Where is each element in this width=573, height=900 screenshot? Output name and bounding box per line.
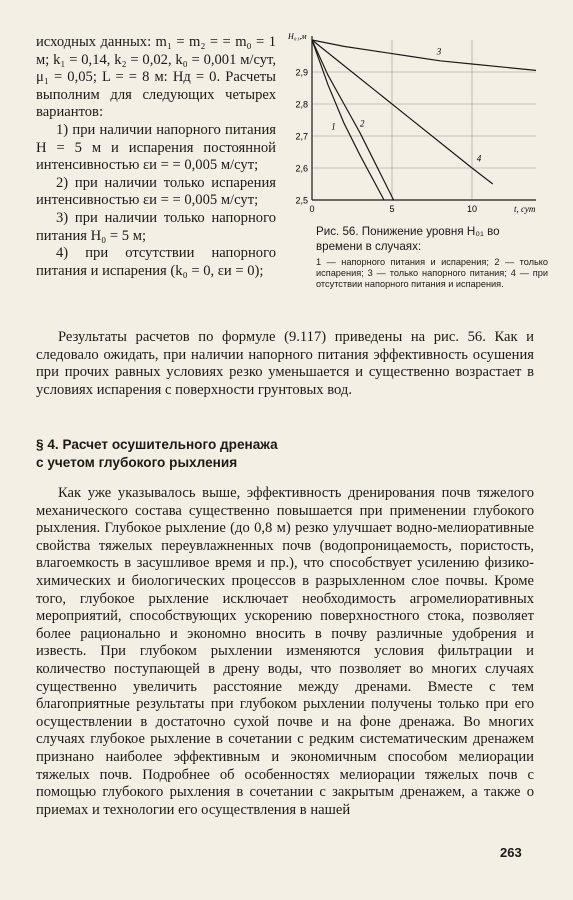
body-paragraph [36, 485, 534, 819]
figure-caption: Рис. 56. Понижение уровня H₀₁ во времени в случаях: [316, 225, 500, 253]
intro-paragraph: исходных данных: m₁ = m₂ = = m₀ = 1 м; k₁ = 0,14, k₂ = 0,02, k₀ = 0,001 м/сут, μ₁ = 0,05; L = = 8 м: Hд = 0. Расчеты выполним для следующих четырех вариантов: [36, 34, 276, 121]
results-text: Результаты расчетов по формуле (9.117) приведены на рис. 56. Как и следовало ожидать, при наличии напорного питания эффективность осушения при прочих равных условиях резко уменьшается и существенно возрастает в условиях испарения с поверхности грунтовых вод. [36, 329, 534, 398]
y-tick-label: 2,9 [295, 67, 308, 78]
series-label-1: 1 [331, 121, 336, 132]
y-tick-label: 2,5 [295, 195, 308, 206]
left-column [36, 34, 276, 280]
variant-1: 1) при наличии напорного питания H = 5 м и испарения постоянной интенсивностью εи = = 0,005 м/сут; [36, 121, 276, 174]
x-axis-label: t, сут [514, 204, 536, 214]
y-tick-label: 2,7 [295, 131, 308, 142]
y-tick-label: 2,6 [295, 163, 308, 174]
series-line-2 [312, 40, 394, 200]
x-tick-label: 0 [309, 204, 315, 214]
results-paragraph [36, 329, 534, 399]
x-tick-label: 10 [466, 204, 478, 214]
series-label-4: 4 [476, 153, 482, 164]
section-title-line-1: § 4. Расчет осушительного дренажа [36, 437, 278, 452]
figure-legend: 1 — напорного питания и испарения; 2 — только испарения; 3 — только напорного питания; 4 — при отсутствии напорного питания и испарения. [316, 257, 548, 289]
y-axis-label: H₀₁,м [288, 32, 307, 41]
variant-2: 2) при наличии только испарения интенсивностью εи = = 0,005 м/сут; [36, 174, 276, 209]
body-text: Как уже указывалось выше, эффективность дренирования почв тяжелого механического состава существенно повышается при применении глубокого рыхления. Глубокое рыхление (до 0,8 м) резко улучшает водно-мелиоративные свойства тяжелых переувлажненных почв (водопроницаемость, пористость, влагоемкость в засушливое время и пр.), что способствует усилению физико-химических и биологических процессов в разрыхленном слое почвы. Кроме того, глубокое рыхление исключает необходимость агромелиоративных мероприятий, способствующих ускорению поверхностного стока, позволяет более рационально и экономно вносить в почву различные удобрения и известь. При глубоком рыхлении изменяются условия фильтрации и количество поступающей в дрену воды, что позволяет во многих случаях существенно увеличить расстояние между дренами. Вместе с тем благоприятные результаты при глубоком рыхлении получены только при его осуществлении в достаточно сухой почве и на фоне дренажа. Во многих случаях глубокое рыхление в сочетании с редким систематическим дренажем признано наиболее эффективным и экономичным способом мелиорации тяжелых почв. Подробнее об особенностях мелиорации тяжелых почв с помощью глубокого рыхления в сочетании с закрытым дренажем, а также о приемах и технологии его осуществления в нашей [36, 485, 534, 818]
water-level-chart [286, 30, 548, 220]
series-line-3 [312, 40, 536, 70]
series-label-2: 2 [360, 118, 365, 129]
page-number: 263 [500, 845, 522, 860]
section-title-line-2: с учетом глубокого рыхления [36, 455, 238, 470]
x-tick-label: 5 [389, 204, 395, 214]
section-heading [36, 436, 534, 472]
figure-56 [286, 30, 548, 290]
variant-4: 4) при отсутствии напорного питания и испарения (k₀ = 0, εи = 0); [36, 245, 276, 279]
y-tick-label: 2,8 [295, 99, 308, 110]
series-label-3: 3 [436, 46, 442, 57]
variant-3: 3) при наличии только напорного питания H₀ = 5 м; [36, 209, 276, 244]
